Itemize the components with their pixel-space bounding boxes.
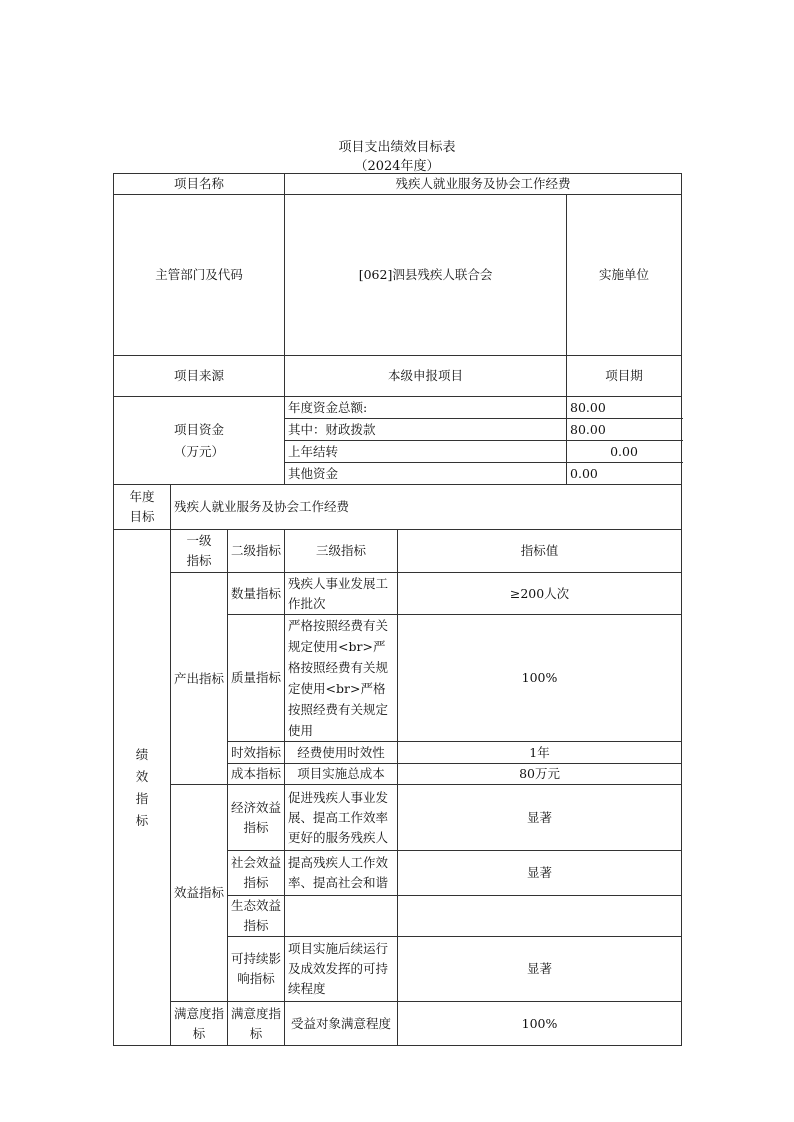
header-level1 — [171, 530, 228, 573]
indicator-value — [398, 896, 682, 937]
annual-total-value: 80.00 — [567, 397, 682, 419]
indicator-row — [114, 573, 682, 615]
indicator-value: 100% — [398, 615, 682, 742]
indicator-l2: 可持续影响指标 — [228, 937, 285, 1002]
page-title: 项目支出绩效目标表 — [338, 140, 456, 155]
satisfaction-label-line1: 满意度指 — [174, 1005, 225, 1021]
indicator-l3: 严格按照经费有关规定使用<br>严格按照经费有关规定使用<br>严格按照经费有关规定使用 — [285, 615, 398, 742]
header-value: 指标值 — [398, 530, 682, 573]
impl-unit-label: 实施单位 — [567, 195, 682, 356]
period-label: 项目期 — [567, 356, 682, 397]
source-value: 本级申报项目 — [285, 356, 567, 397]
other-value: 0.00 — [567, 463, 682, 485]
carryover-value: 0.00 — [567, 441, 682, 463]
indicator-l3: 项目实施总成本 — [285, 764, 398, 785]
source-label: 项目来源 — [114, 356, 285, 397]
row-project-name — [114, 174, 682, 195]
funds-label — [114, 397, 285, 485]
indicator-value: 1年 — [398, 742, 682, 764]
annual-goal-label-line2: 目标 — [129, 509, 155, 524]
row-funds-total — [114, 397, 682, 419]
indicator-row — [114, 785, 682, 851]
row-source — [114, 356, 682, 397]
row-department — [114, 195, 682, 356]
indicator-l3: 经费使用时效性 — [285, 742, 398, 764]
annual-goal-label-line1: 年度 — [129, 489, 155, 504]
carryover-label: 上年结转 — [285, 441, 567, 463]
annual-goal-value: 残疾人就业服务及协会工作经费 — [171, 485, 682, 530]
project-name-label: 项目名称 — [114, 174, 285, 195]
indicator-l3: 提高残疾人工作效率、提高社会和谐 — [285, 851, 398, 896]
other-label: 其他资金 — [285, 463, 567, 485]
indicator-value: ≥200人次 — [398, 573, 682, 615]
output-indicator-label: 产出指标 — [171, 573, 228, 785]
indicator-l2: 成本指标 — [228, 764, 285, 785]
header-level1-line2: 指标 — [186, 553, 212, 568]
header-level3: 三级指标 — [285, 530, 398, 573]
indicator-l2: 质量指标 — [228, 615, 285, 742]
indicator-l2: 时效指标 — [228, 742, 285, 764]
project-name-value: 残疾人就业服务及协会工作经费 — [285, 174, 682, 195]
satisfaction-label-line2: 标 — [192, 1025, 206, 1041]
page-subtitle: （2024年度） — [354, 159, 440, 174]
annual-total-label: 年度资金总额: — [285, 397, 567, 419]
header-level2: 二级指标 — [228, 530, 285, 573]
indicator-value: 80万元 — [398, 764, 682, 785]
dept-label: 主管部门及代码 — [114, 195, 285, 356]
annual-goal-label — [114, 485, 171, 530]
row-annual-goal — [114, 485, 682, 530]
indicator-value: 显著 — [398, 937, 682, 1002]
indicator-l2: 数量指标 — [228, 573, 285, 615]
indicators-section-text: 绩效指标 — [135, 746, 149, 828]
performance-table — [113, 173, 682, 1046]
indicator-l2: 社会效益指标 — [228, 851, 285, 896]
benefit-indicator-label: 效益指标 — [171, 785, 228, 1002]
indicator-l3: 促进残疾人事业发展、提高工作效率更好的服务残疾人 — [285, 785, 398, 851]
fiscal-label: 其中：财政拨款 — [285, 419, 567, 441]
indicator-row — [114, 1002, 682, 1046]
funds-label-line2: （万元） — [174, 443, 225, 459]
indicator-value: 显著 — [398, 785, 682, 851]
indicator-l2: 满意度指标 — [228, 1002, 285, 1046]
indicator-value: 显著 — [398, 851, 682, 896]
indicator-l3 — [285, 896, 398, 937]
header-level1-line1: 一级 — [186, 533, 212, 548]
indicator-l2: 生态效益指标 — [228, 896, 285, 937]
row-indicator-header — [114, 530, 682, 573]
indicators-section-label — [114, 530, 171, 1046]
dept-value: [062]泗县残疾人联合会 — [285, 195, 567, 356]
indicator-l3: 受益对象满意程度 — [285, 1002, 398, 1046]
satisfaction-indicator-label — [171, 1002, 228, 1046]
indicator-value: 100% — [398, 1002, 682, 1046]
indicator-l2: 经济效益指标 — [228, 785, 285, 851]
indicator-l3: 项目实施后续运行及成效发挥的可持续程度 — [285, 937, 398, 1002]
funds-label-line1: 项目资金 — [174, 421, 225, 437]
fiscal-value: 80.00 — [567, 419, 682, 441]
indicator-l3: 残疾人事业发展工作批次 — [285, 573, 398, 615]
